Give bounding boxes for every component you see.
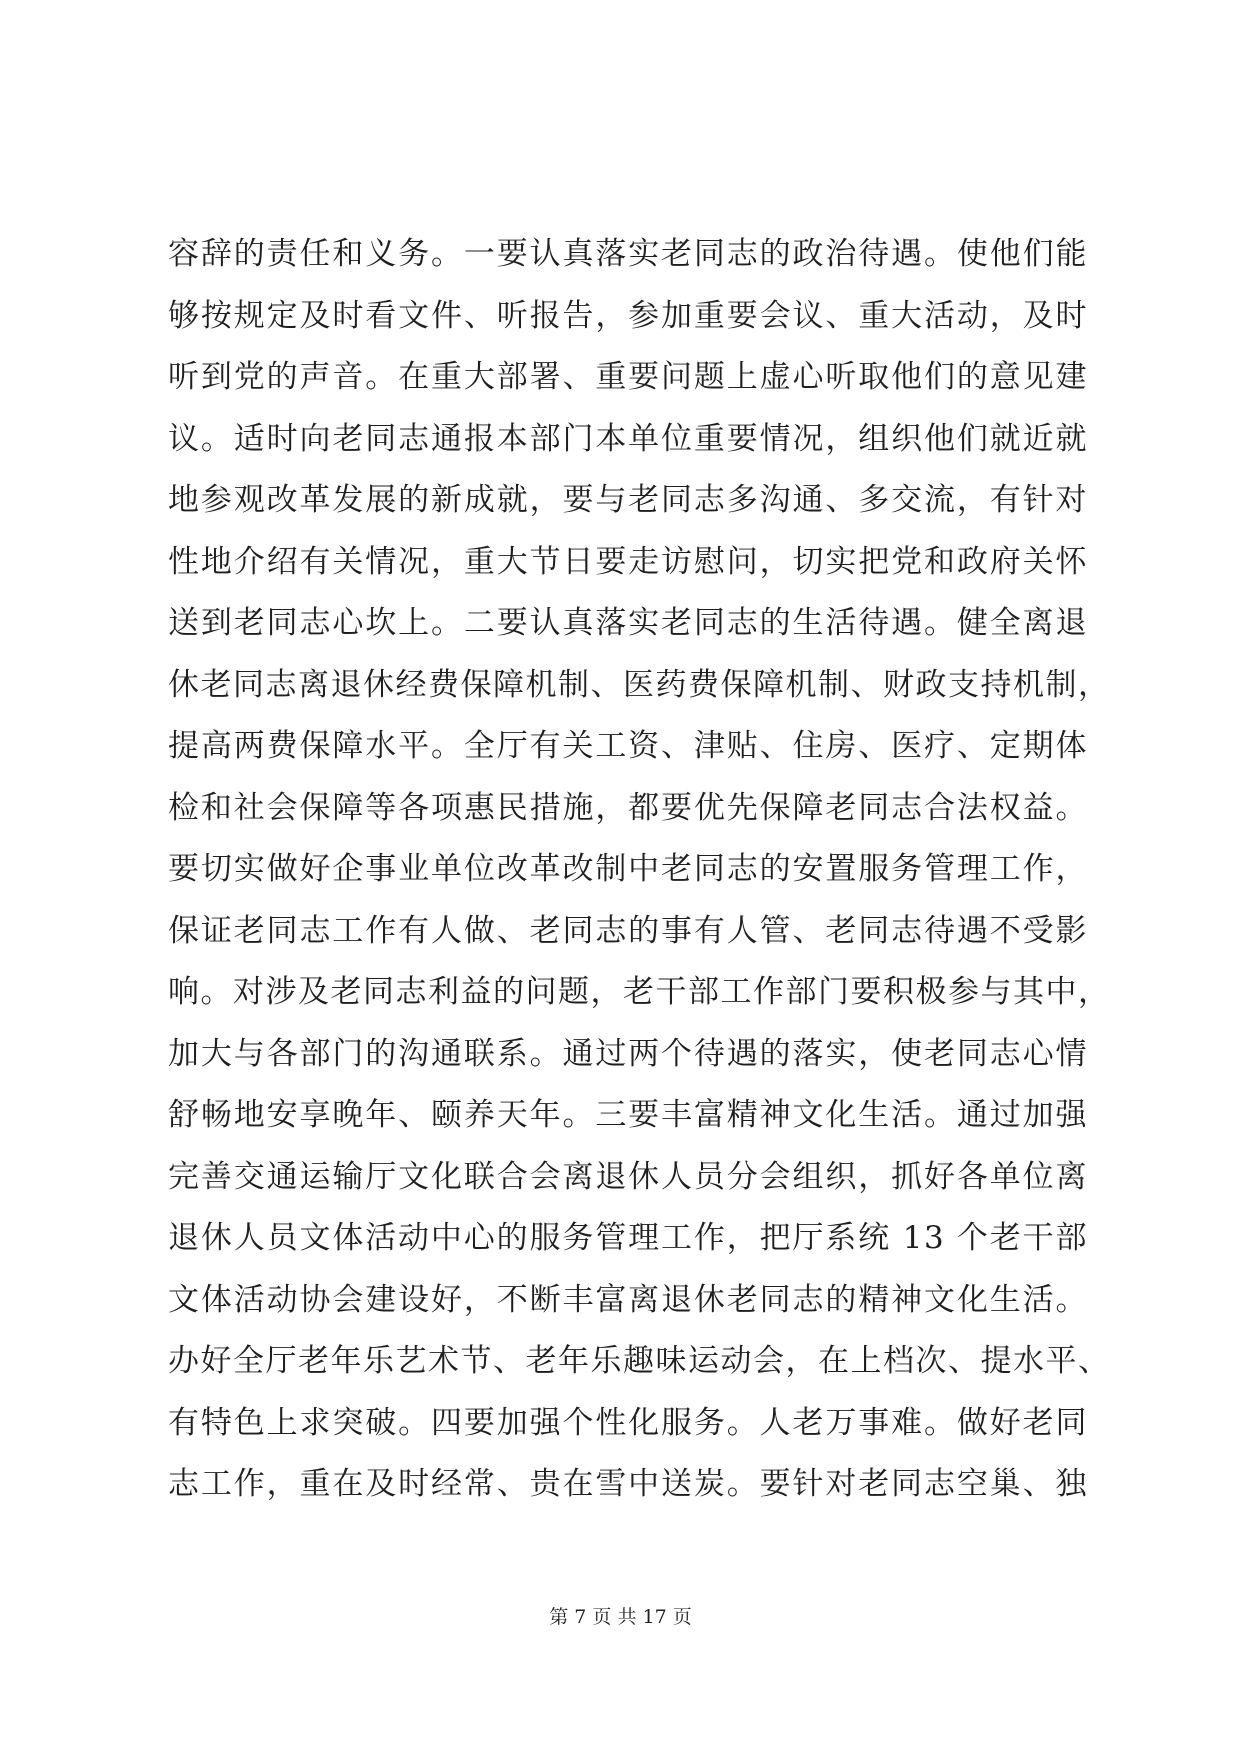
text-line: 送到老同志心坎上。二要认真落实老同志的生活待遇。健全离退 [168,605,1088,641]
text-line: 检和社会保障等各项惠民措施，都要优先保障老同志合法权益。 [168,789,1088,826]
text-line: 提高两费保障水平。全厅有关工资、津贴、住房、医疗、定期体 [168,728,1088,764]
text-line: 听到党的声音。在重大部署、重要问题上虚心听取他们的意见建 [168,359,1088,395]
text-line: 办好全厅老年乐艺术节、老年乐趣味运动会，在上档次、提水平、 [168,1343,1111,1379]
text-line: 休老同志离退休经费保障机制、医药费保障机制、财政支持机制， [168,666,1111,703]
text-line: 地参观改革发展的新成就，要与老同志多沟通、多交流，有针对 [168,482,1088,518]
body-text [168,224,1111,1516]
text-line: 完善交通运输厅文化联合会离退休人员分会组织，抓好各单位离 [168,1158,1088,1195]
text-line: 有特色上求突破。四要加强个性化服务。人老万事难。做好老同 [168,1404,1088,1441]
text-line: 舒畅地安享晚年、颐养天年。三要丰富精神文化生活。通过加强 [168,1097,1088,1133]
text-line: 议。适时向老同志通报本部门本单位重要情况，组织他们就近就 [168,420,1088,457]
text-line: 保证老同志工作有人做、老同志的事有人管、老同志待遇不受影 [168,912,1088,949]
text-line: 退休人员文体活动中心的服务管理工作，把厅系统 13 个老干部 [168,1220,1088,1256]
text-line: 性地介绍有关情况，重大节日要走访慰问，切实把党和政府关怀 [168,543,1088,580]
text-line: 加大与各部门的沟通联系。通过两个待遇的落实，使老同志心情 [168,1035,1088,1072]
text-line: 志工作，重在及时经常、贵在雪中送炭。要针对老同志空巢、独 [168,1466,1088,1502]
text-line: 够按规定及时看文件、听报告，参加重要会议、重大活动，及时 [168,297,1088,334]
text-line: 要切实做好企事业单位改革改制中老同志的安置服务管理工作， [168,851,1088,887]
text-line: 响。对涉及老同志利益的问题，老干部工作部门要积极参与其中， [168,974,1111,1010]
text-line: 容辞的责任和义务。一要认真落实老同志的政治待遇。使他们能 [168,236,1088,272]
text-line: 文体活动协会建设好，不断丰富离退休老同志的精神文化生活。 [168,1281,1088,1318]
page-footer: 第 7 页 共 17 页 [549,1606,692,1628]
